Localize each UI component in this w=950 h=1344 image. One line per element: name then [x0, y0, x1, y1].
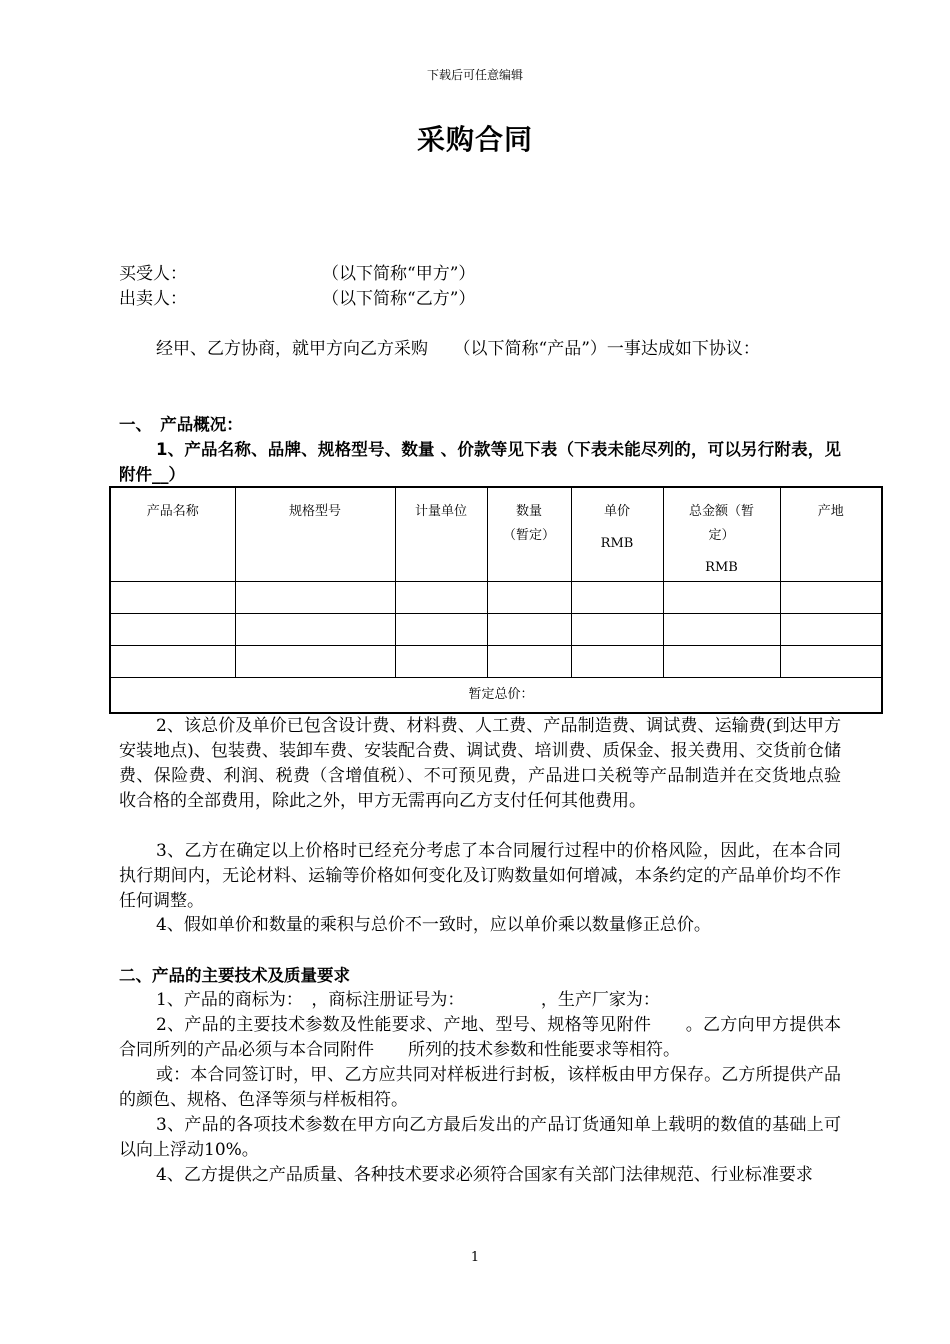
table-total-row — [110, 677, 882, 713]
header-quantity: 数量 （暂定） — [487, 487, 571, 581]
section1-item3: 3、乙方在确定以上价格时已经充分考虑了本合同履行过程中的价格风险，因此，在本合同执行期间内，无论材料、运输等价格如何变化及订购数量如何增减，本条约定的产品单价均不作任何调整。 — [119, 841, 841, 911]
section1-item2: 2、该总价及单价已包含设计费、材料费、人工费、产品制造费、调试费、运输费(到达甲方安装地点)、包装费、装卸车费、安装配合费、调试费、培训费、质保金、报关费用、交货前仓储费、保险费、利润、税费（含增值税）、不可预见费，产品进口关税等产品制造并在交货地点验收合格的全部费用，除此之外，甲方无需再向乙方支付任何其他费用。 — [119, 716, 841, 811]
seller-note: （以下简称“乙方”） — [322, 289, 476, 309]
header-model: 规格型号 — [235, 487, 395, 581]
product-table — [109, 486, 883, 714]
table-row — [110, 581, 882, 613]
section1-item1: 1、产品名称、品牌、规格型号、数量 、价款等见下表（下表未能尽列的，可以另行附表，见附件__） — [119, 440, 841, 484]
seller-label: 出卖人： — [119, 289, 187, 309]
header-origin: 产地 — [780, 487, 882, 581]
total-price-cell[interactable] — [110, 677, 882, 713]
buyer-label: 买受人： — [119, 264, 187, 284]
section2-item2-alt: 或：本合同签订时，甲、乙方应共同对样板进行封板，该样板由甲方保存。乙方所提供产品的颜色、规格、色泽等须与样板相符。 — [119, 1065, 841, 1110]
header-unit: 计量单位 — [395, 487, 487, 581]
section2-item4: 4、乙方提供之产品质量、各种技术要求必须符合国家有关部门法律规范、行业标准要求 — [156, 1165, 813, 1185]
document-title: 采购合同 — [416, 123, 533, 156]
header-total-amount: 总金额（暂 定） RMB — [663, 487, 780, 581]
header-unit-price: 单价 RMB — [571, 487, 663, 581]
table-row — [110, 613, 882, 645]
table-row — [110, 645, 882, 677]
intro-paragraph: 经甲、乙方协商，就甲方向乙方采购 （以下简称“产品”）一事达成如下协议： — [156, 339, 760, 359]
table-header-row — [110, 487, 882, 581]
section2-heading: 二、产品的主要技术及质量要求 — [119, 966, 350, 985]
page-number: 1 — [470, 1250, 480, 1265]
section2-item1: 1、产品的商标为： ，商标注册证号为： ，生产厂家为： — [156, 990, 660, 1010]
buyer-note: （以下简称“甲方”） — [322, 264, 476, 284]
section1-item4: 4、假如单价和数量的乘积与总价不一致时，应以单价乘以数量修正总价。 — [156, 915, 711, 935]
section2-item3: 3、产品的各项技术参数在甲方向乙方最后发出的产品订货通知单上载明的数值的基础上可以向上浮动10%。 — [119, 1115, 841, 1160]
section2-item2: 2、产品的主要技术参数及性能要求、产地、型号、规格等见附件 。乙方向甲方提供本合同所列的产品必须与本合同附件 所列的技术参数和性能要求等相符。 — [119, 1015, 841, 1060]
section1-heading: 一、 产品概况： — [119, 415, 243, 434]
header-product-name: 产品名称 — [110, 487, 235, 581]
header-note: 下载后可任意编辑 — [426, 68, 523, 82]
total-price-label: 暂定总价： — [468, 686, 534, 702]
